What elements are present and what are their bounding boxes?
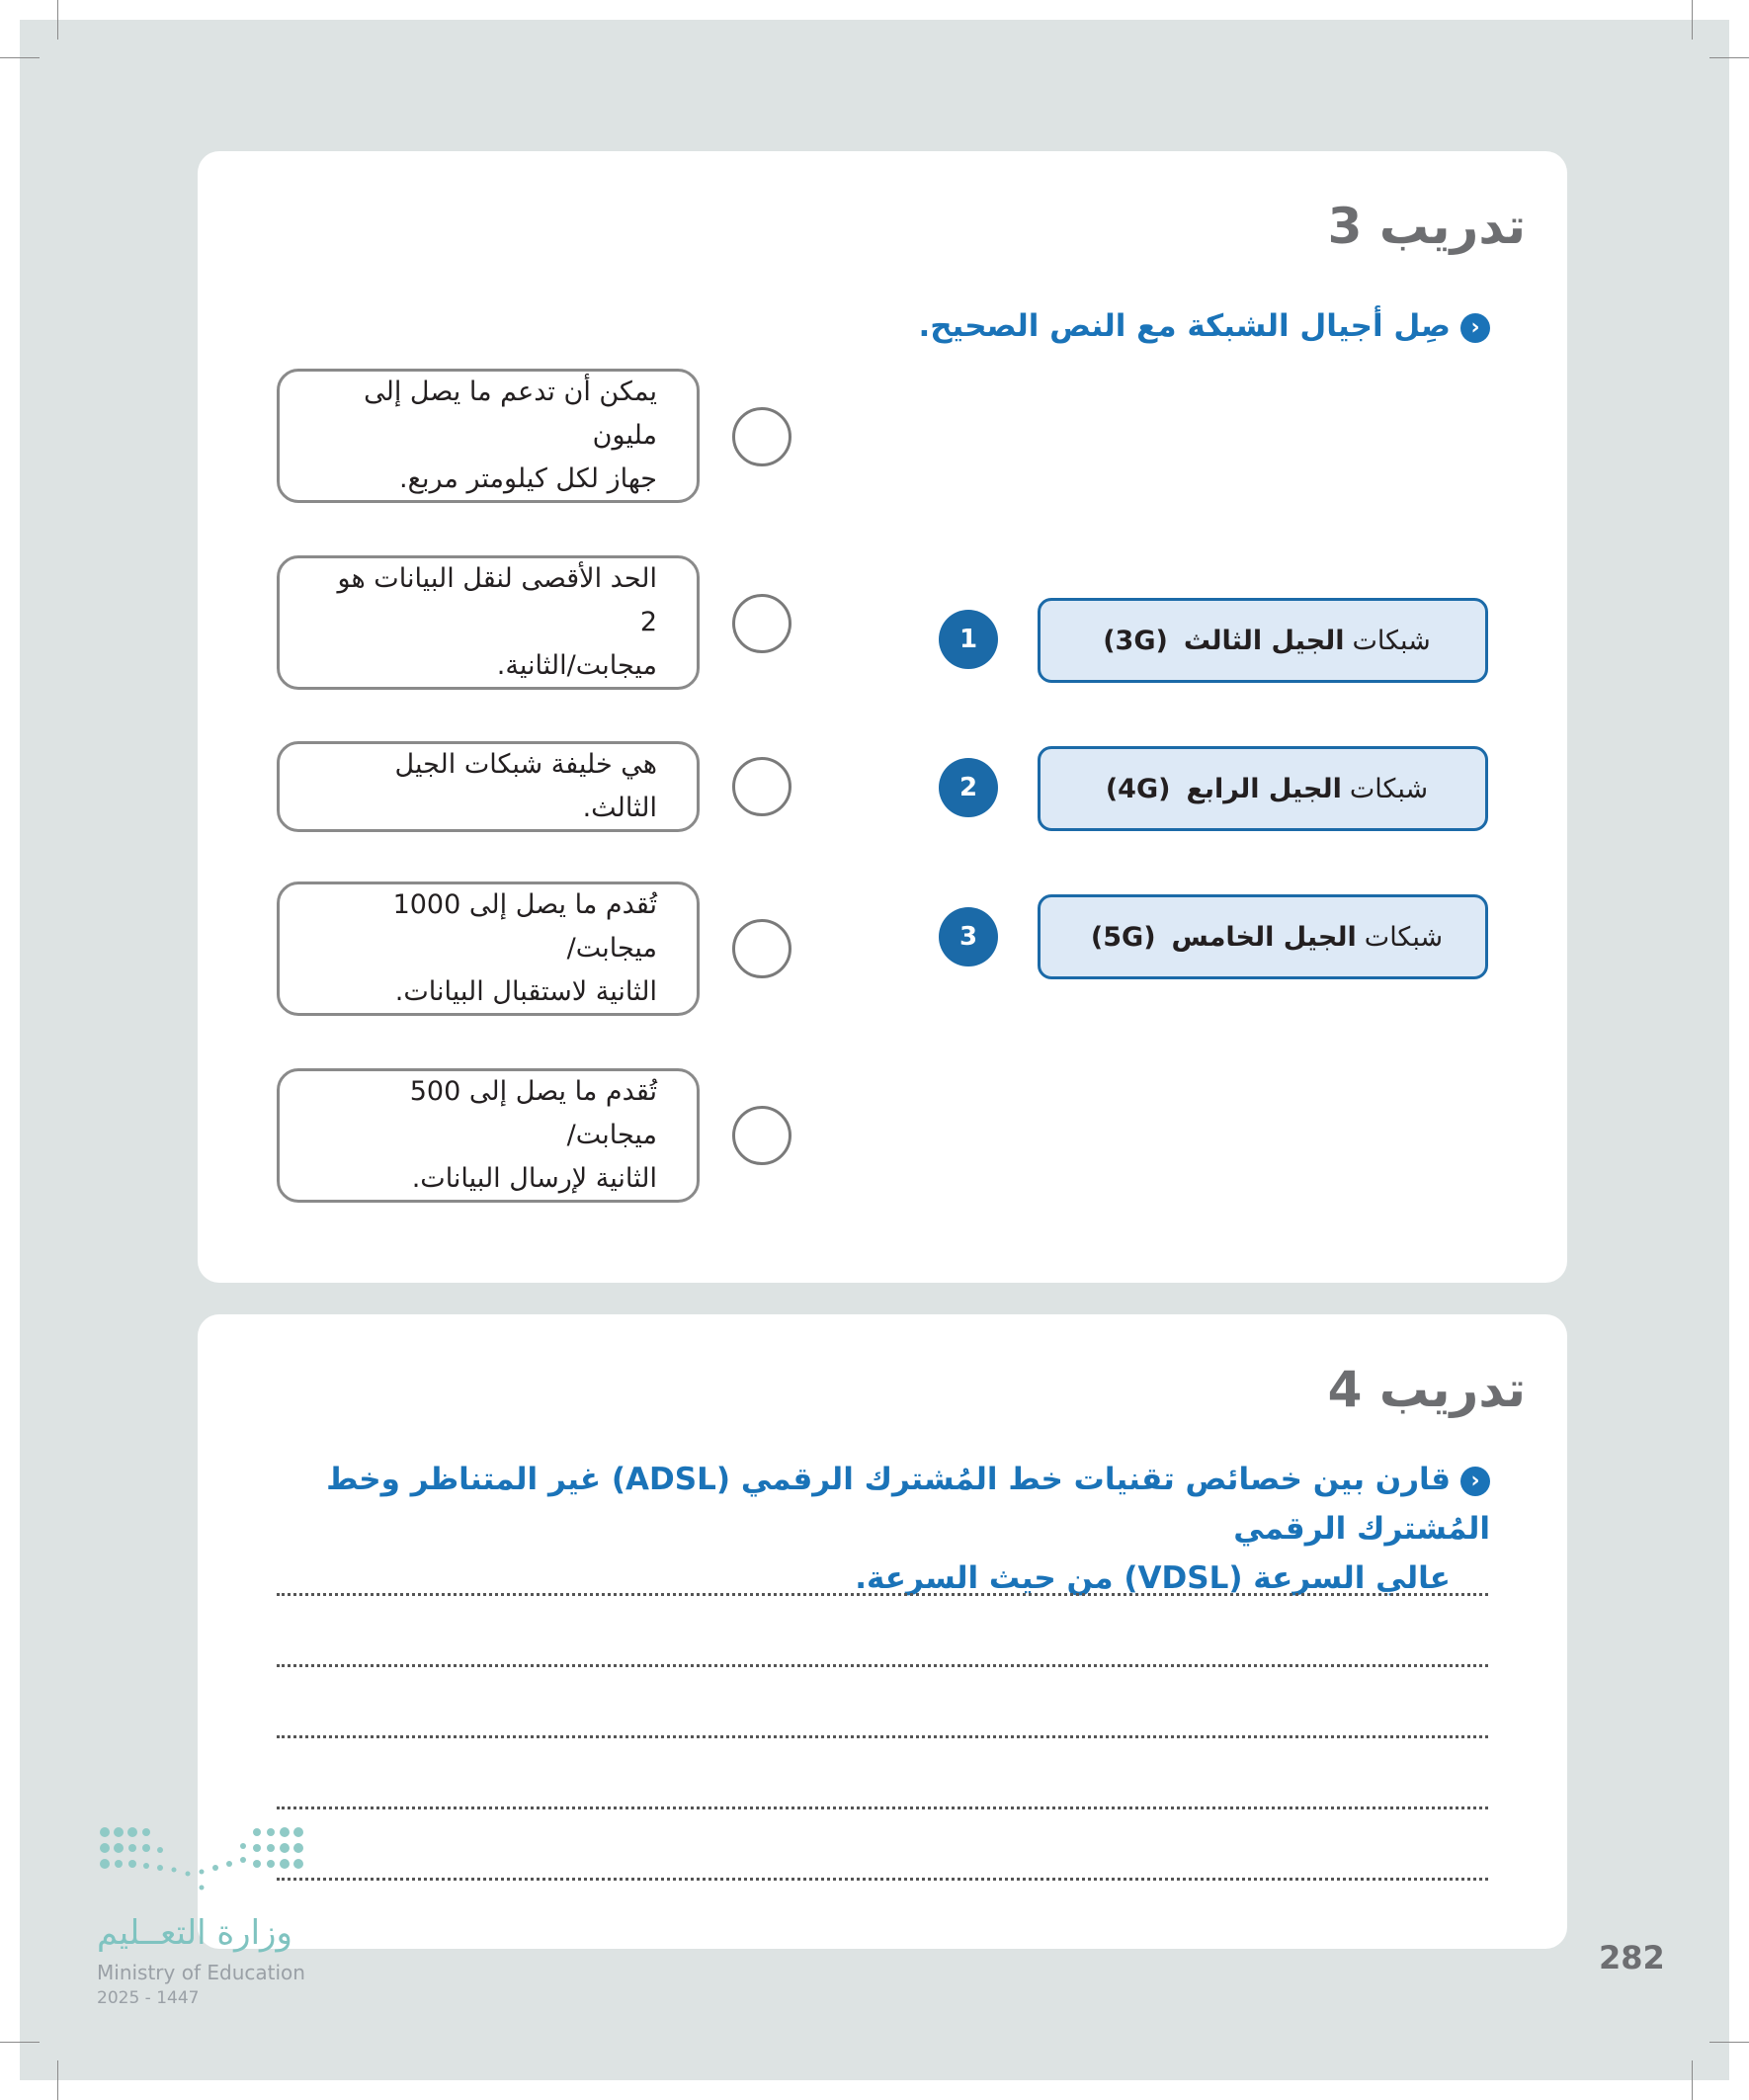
- ministry-logo-arabic: وزارة التعــليم: [97, 1913, 292, 1953]
- description-box-1: [277, 369, 700, 503]
- ministry-logo-year: 2025 - 1447: [97, 1988, 200, 2008]
- answer-circle-1[interactable]: [732, 407, 791, 466]
- crop-mark: [1692, 0, 1693, 40]
- description-line: الحد الأقصى لنقل البيانات هو 2: [337, 563, 657, 637]
- ministry-logo-english: Ministry of Education: [97, 1961, 305, 1984]
- description-line: هي خليفة شبكات الجيل الثالث.: [394, 749, 657, 823]
- generation-box-5g[interactable]: [1038, 894, 1488, 979]
- generation-box-4g[interactable]: [1038, 746, 1488, 831]
- answer-line-4[interactable]: [277, 1806, 1488, 1809]
- answer-circle-2[interactable]: [732, 594, 791, 653]
- description-line: جهاز لكل كيلومتر مربع.: [399, 463, 657, 494]
- description-box-5: [277, 1068, 700, 1203]
- description-line: تُقدم ما يصل إلى 500 ميجابت/: [409, 1076, 657, 1150]
- instruction-text: قارن بين خصائص تقنيات خط المُشترك الرقمي (ADSL) غير المتناظر وخط المُشترك الرقمي: [326, 1462, 1490, 1547]
- crop-mark: [1709, 57, 1749, 58]
- ministry-logo-icon: [97, 1824, 314, 1903]
- exercise-3-instruction: [918, 301, 1490, 351]
- number-badge-1: 1: [939, 610, 998, 669]
- generation-prefix: شبكات: [1349, 773, 1429, 804]
- description-line: الثانية لاستقبال البيانات.: [394, 976, 657, 1007]
- answer-line-1[interactable]: [277, 1593, 1488, 1596]
- generation-prefix: شبكات: [1364, 921, 1444, 953]
- number-badge-3: 3: [939, 907, 998, 966]
- exercise-4-instruction: [265, 1455, 1490, 1603]
- description-line: تُقدم ما يصل إلى 1000 ميجابت/: [392, 889, 657, 964]
- generation-code: (4G): [1105, 773, 1171, 804]
- generation-name: الجيل الرابع: [1186, 773, 1342, 804]
- generation-name: الجيل الثالث: [1183, 625, 1345, 656]
- crop-mark: [1692, 2060, 1693, 2100]
- description-box-3: [277, 741, 700, 832]
- generation-prefix: شبكات: [1352, 625, 1431, 656]
- crop-mark: [0, 2042, 40, 2043]
- generation-code: (3G): [1103, 625, 1168, 656]
- description-box-4: [277, 882, 700, 1016]
- chevron-left-icon: ‹: [1460, 1467, 1490, 1496]
- number-badge-2: 2: [939, 758, 998, 817]
- description-line: الثانية لإرسال البيانات.: [411, 1163, 657, 1194]
- answer-line-3[interactable]: [277, 1735, 1488, 1738]
- answer-circle-3[interactable]: [732, 757, 791, 816]
- description-box-2: [277, 555, 700, 690]
- crop-mark: [1709, 2042, 1749, 2043]
- answer-circle-5[interactable]: [732, 1106, 791, 1165]
- crop-mark: [57, 2060, 58, 2100]
- generation-code: (5G): [1090, 921, 1156, 953]
- generation-name: الجيل الخامس: [1171, 921, 1357, 953]
- generation-box-3g[interactable]: [1038, 598, 1488, 683]
- description-line: ميجابت/الثانية.: [496, 650, 657, 681]
- chevron-left-icon: ‹: [1460, 313, 1490, 343]
- answer-circle-4[interactable]: [732, 919, 791, 978]
- description-line: يمكن أن تدعم ما يصل إلى مليون: [364, 377, 657, 451]
- instruction-text: صِل أجيال الشبكة مع النص الصحيح.: [918, 308, 1451, 344]
- exercise-4-heading: تدريب 4: [1327, 1361, 1526, 1418]
- instruction-text: عالي السرعة (VDSL) من حيث السرعة.: [855, 1560, 1451, 1596]
- crop-mark: [57, 0, 58, 40]
- answer-line-5[interactable]: [277, 1878, 1488, 1881]
- crop-mark: [0, 57, 40, 58]
- answer-line-2[interactable]: [277, 1664, 1488, 1667]
- exercise-3-heading: تدريب 3: [1327, 198, 1526, 255]
- page-number: 282: [1599, 1939, 1665, 1976]
